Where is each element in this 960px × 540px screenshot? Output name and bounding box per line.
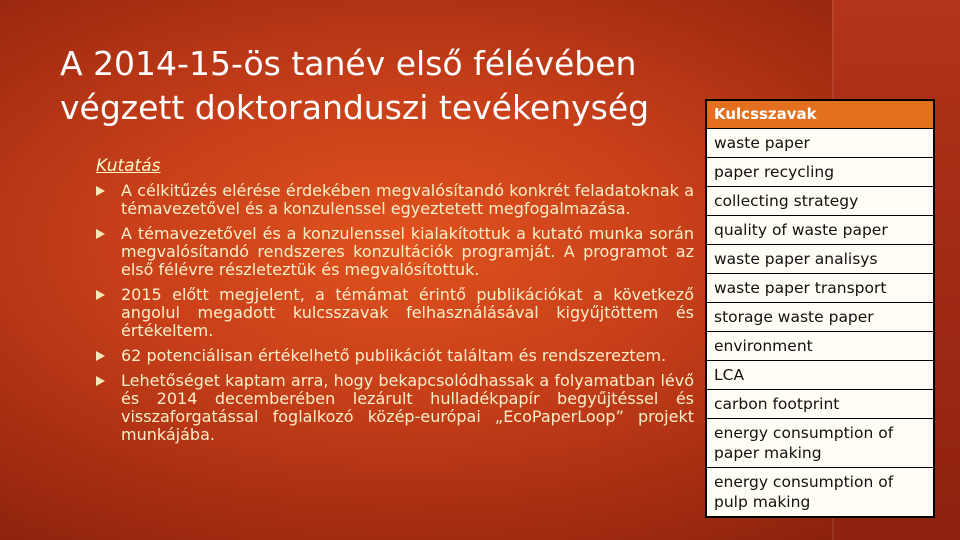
slide-title-line-1: A 2014-15-ös tanév első félévében (60, 44, 637, 83)
bullet-arrow-icon (96, 376, 105, 386)
bullet-arrow-icon (96, 351, 105, 361)
keyword-row: carbon footprint (707, 390, 933, 419)
keyword-row: energy consumption of pulp making (707, 468, 933, 516)
bullet-arrow-icon (96, 290, 105, 300)
bullet-arrow-icon (96, 186, 105, 196)
keyword-row: LCA (707, 361, 933, 390)
keyword-row: waste paper (707, 129, 933, 158)
keyword-row: storage waste paper (707, 303, 933, 332)
bullet-arrow-icon (96, 229, 105, 239)
keyword-row: paper recycling (707, 158, 933, 187)
bullet-text: 2015 előtt megjelent, a témámat érintő publikációkat a következő angolul megadott kulcsszavak felhasználásával kigyűjtöttem és értékeltem. (121, 285, 694, 340)
bullet-text: A témavezetővel és a konzulenssel kialakítottuk a kutató munka során megvalósítandó rendszeres konzultációk programját. A programot az első félévre részleteztük és megvalósítottuk. (121, 224, 694, 279)
bullet-item (94, 372, 694, 444)
keyword-row: waste paper analisys (707, 245, 933, 274)
keywords-table (705, 99, 935, 518)
keyword-row: energy consumption of paper making (707, 419, 933, 468)
bullet-list (94, 182, 694, 451)
bullet-item (94, 182, 694, 218)
keyword-row: quality of waste paper (707, 216, 933, 245)
keyword-row: waste paper transport (707, 274, 933, 303)
bullet-text: A célkitűzés elérése érdekében megvalósítandó konkrét feladatoknak a témavezetővel és a konzulenssel egyeztetett megfogalmazása. (121, 181, 694, 218)
bullet-text: Lehetőséget kaptam arra, hogy bekapcsolódhassak a folyamatban lévő és 2014 decemberében lezárult hulladékpapír begyűjtéssel és visszaforgatással foglalkozó közép-európai „EcoPaperLoop” projekt munkájába. (121, 371, 694, 444)
keywords-header: Kulcsszavak (707, 101, 933, 129)
slide-title-line-2: végzett doktoranduszi tevékenység (60, 88, 650, 127)
bullet-item (94, 286, 694, 340)
bullet-item (94, 225, 694, 279)
keyword-row: collecting strategy (707, 187, 933, 216)
bullet-text: 62 potenciálisan értékelhető publikációt találtam és rendszereztem. (121, 346, 667, 365)
bullet-item (94, 347, 694, 365)
slide-title (60, 42, 700, 130)
section-heading: Kutatás (96, 156, 161, 176)
keyword-row: environment (707, 332, 933, 361)
